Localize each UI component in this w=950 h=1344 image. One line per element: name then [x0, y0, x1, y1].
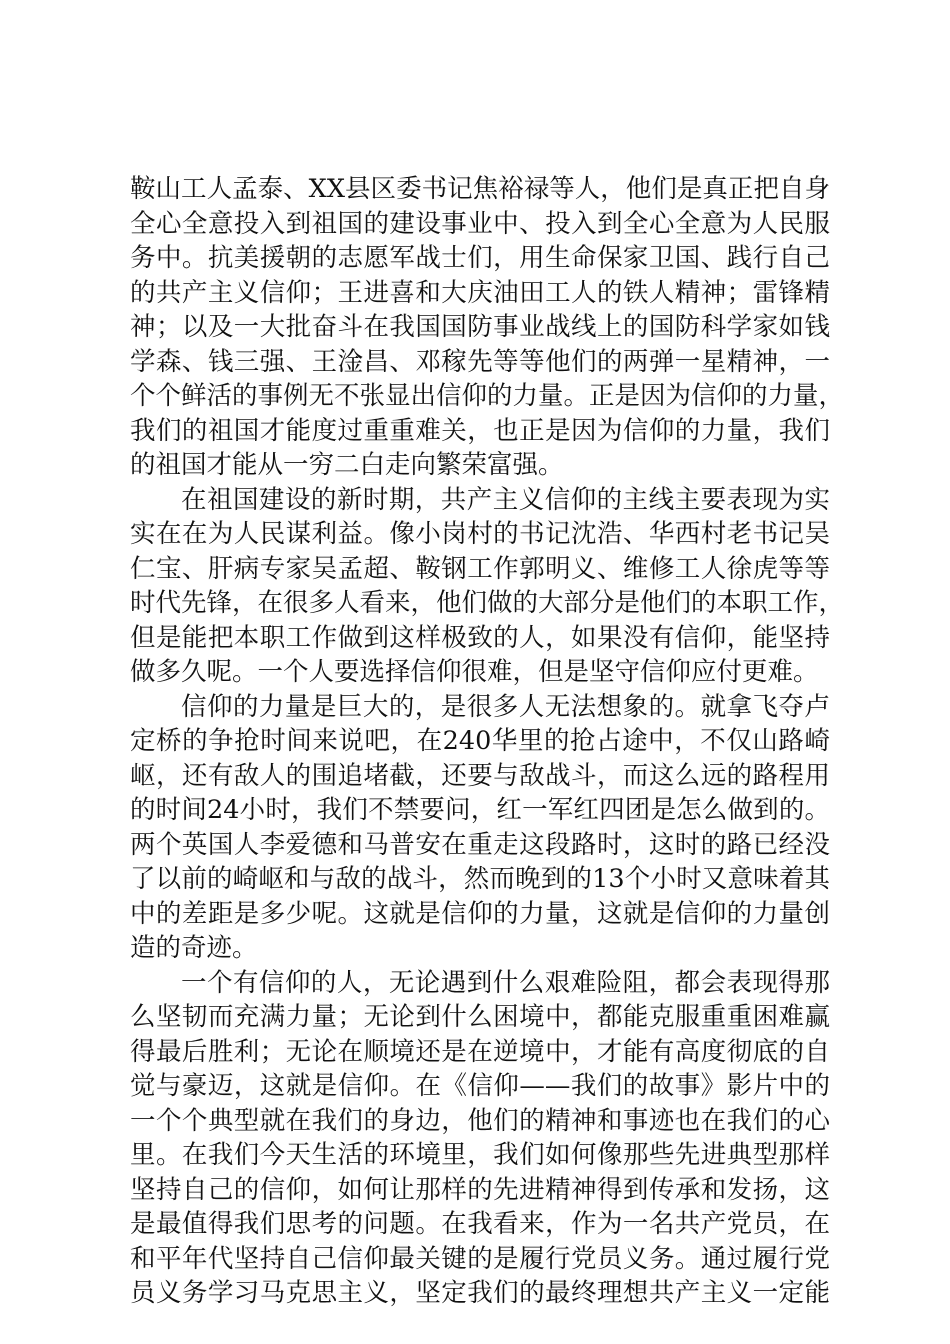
text-line: 岖，还有敌人的围追堵截，还要与敌战斗，而这么远的路程用: [130, 760, 830, 791]
paragraph: [130, 483, 845, 690]
text-line: 全心全意投入到祖国的建设事业中、投入到全心全意为人民服: [130, 208, 830, 239]
text-line: 觉与豪迈，这就是信仰。在《信仰——我们的故事》影片中的: [130, 1071, 830, 1101]
text-line: 么坚韧而充满力量；无论到什么困境中，都能克服重重困难赢: [130, 1002, 830, 1032]
text-line: 定桥的争抢时间来说吧，在240华里的抢占途中，不仅山路崎: [130, 726, 830, 756]
text-line: 务中。抗美援朝的志愿军战士们，用生命保家卫国、践行自己: [130, 243, 830, 273]
text-line: 个个鲜活的事例无不张显出信仰的力量。正是因为信仰的力量，: [130, 381, 845, 411]
text-line: 造的奇迹。: [130, 933, 258, 963]
text-line: 的祖国才能从一穷二白走向繁荣富强。: [130, 450, 564, 480]
text-line: 员义务学习马克思主义，坚定我们的最终理想共产主义一定能: [130, 1278, 830, 1308]
text-line: 两个英国人李爱德和马普安在重走这段路时，这时的路已经没: [130, 829, 830, 860]
text-line: 实在在为人民谋利益。像小岗村的书记沈浩、华西村老书记吴: [130, 519, 830, 549]
paragraph: [130, 966, 830, 1311]
text-line: 是最值得我们思考的问题。在我看来，作为一名共产党员，在: [130, 1209, 830, 1239]
text-line: 学森、钱三强、王淦昌、邓稼先等等他们的两弹一星精神，一: [130, 346, 830, 377]
text-line: 得最后胜利；无论在顺境还是在逆境中，才能有高度彻底的自: [130, 1036, 830, 1067]
text-line: 鞍山工人孟泰、XX县区委书记焦裕禄等人，他们是真正把自身: [130, 174, 830, 204]
text-line: 仁宝、肝病专家吴孟超、鞍钢工作郭明义、维修工人徐虎等等: [130, 553, 830, 584]
text-line: 做多久呢。一个人要选择信仰很难，但是坚守信仰应付更难。: [130, 657, 819, 687]
text-line: 中的差距是多少呢。这就是信仰的力量，这就是信仰的力量创: [130, 898, 830, 929]
text-line: 神；以及一大批奋斗在我国国防事业战线上的国防科学家如钱: [130, 312, 830, 342]
document-body: [130, 172, 845, 1311]
text-line: 坚持自己的信仰，如何让那样的先进精神得到传承和发扬，这: [130, 1174, 830, 1205]
text-line: 我们的祖国才能度过重重难关，也正是因为信仰的力量，我们: [130, 415, 830, 446]
text-line: 时代先锋，在很多人看来，他们做的大部分是他们的本职工作，: [130, 588, 845, 618]
paragraph: [130, 172, 845, 483]
text-line: 了以前的崎岖和与敌的战斗，然而晚到的13个小时又意味着其: [130, 864, 830, 894]
text-line: 信仰的力量是巨大的，是很多人无法想象的。就拿飞夺卢: [181, 691, 830, 722]
text-line: 的共产主义信仰；王进喜和大庆油田工人的铁人精神；雷锋精: [130, 277, 830, 308]
text-line: 和平年代坚持自己信仰最关键的是履行党员义务。通过履行党: [130, 1243, 830, 1274]
text-line: 一个个典型就在我们的身边，他们的精神和事迹也在我们的心: [130, 1105, 830, 1136]
text-line: 里。在我们今天生活的环境里，我们如何像那些先进典型那样: [130, 1140, 830, 1170]
text-line: 在祖国建设的新时期，共产主义信仰的主线主要表现为实: [181, 484, 830, 515]
paragraph: [130, 690, 830, 966]
text-line: 一个有信仰的人，无论遇到什么艰难险阻，都会表现得那: [181, 967, 830, 998]
text-line: 的时间24小时，我们不禁要问，红一军红四团是怎么做到的。: [130, 795, 830, 825]
text-line: 但是能把本职工作做到这样极致的人，如果没有信仰，能坚持: [130, 622, 830, 653]
